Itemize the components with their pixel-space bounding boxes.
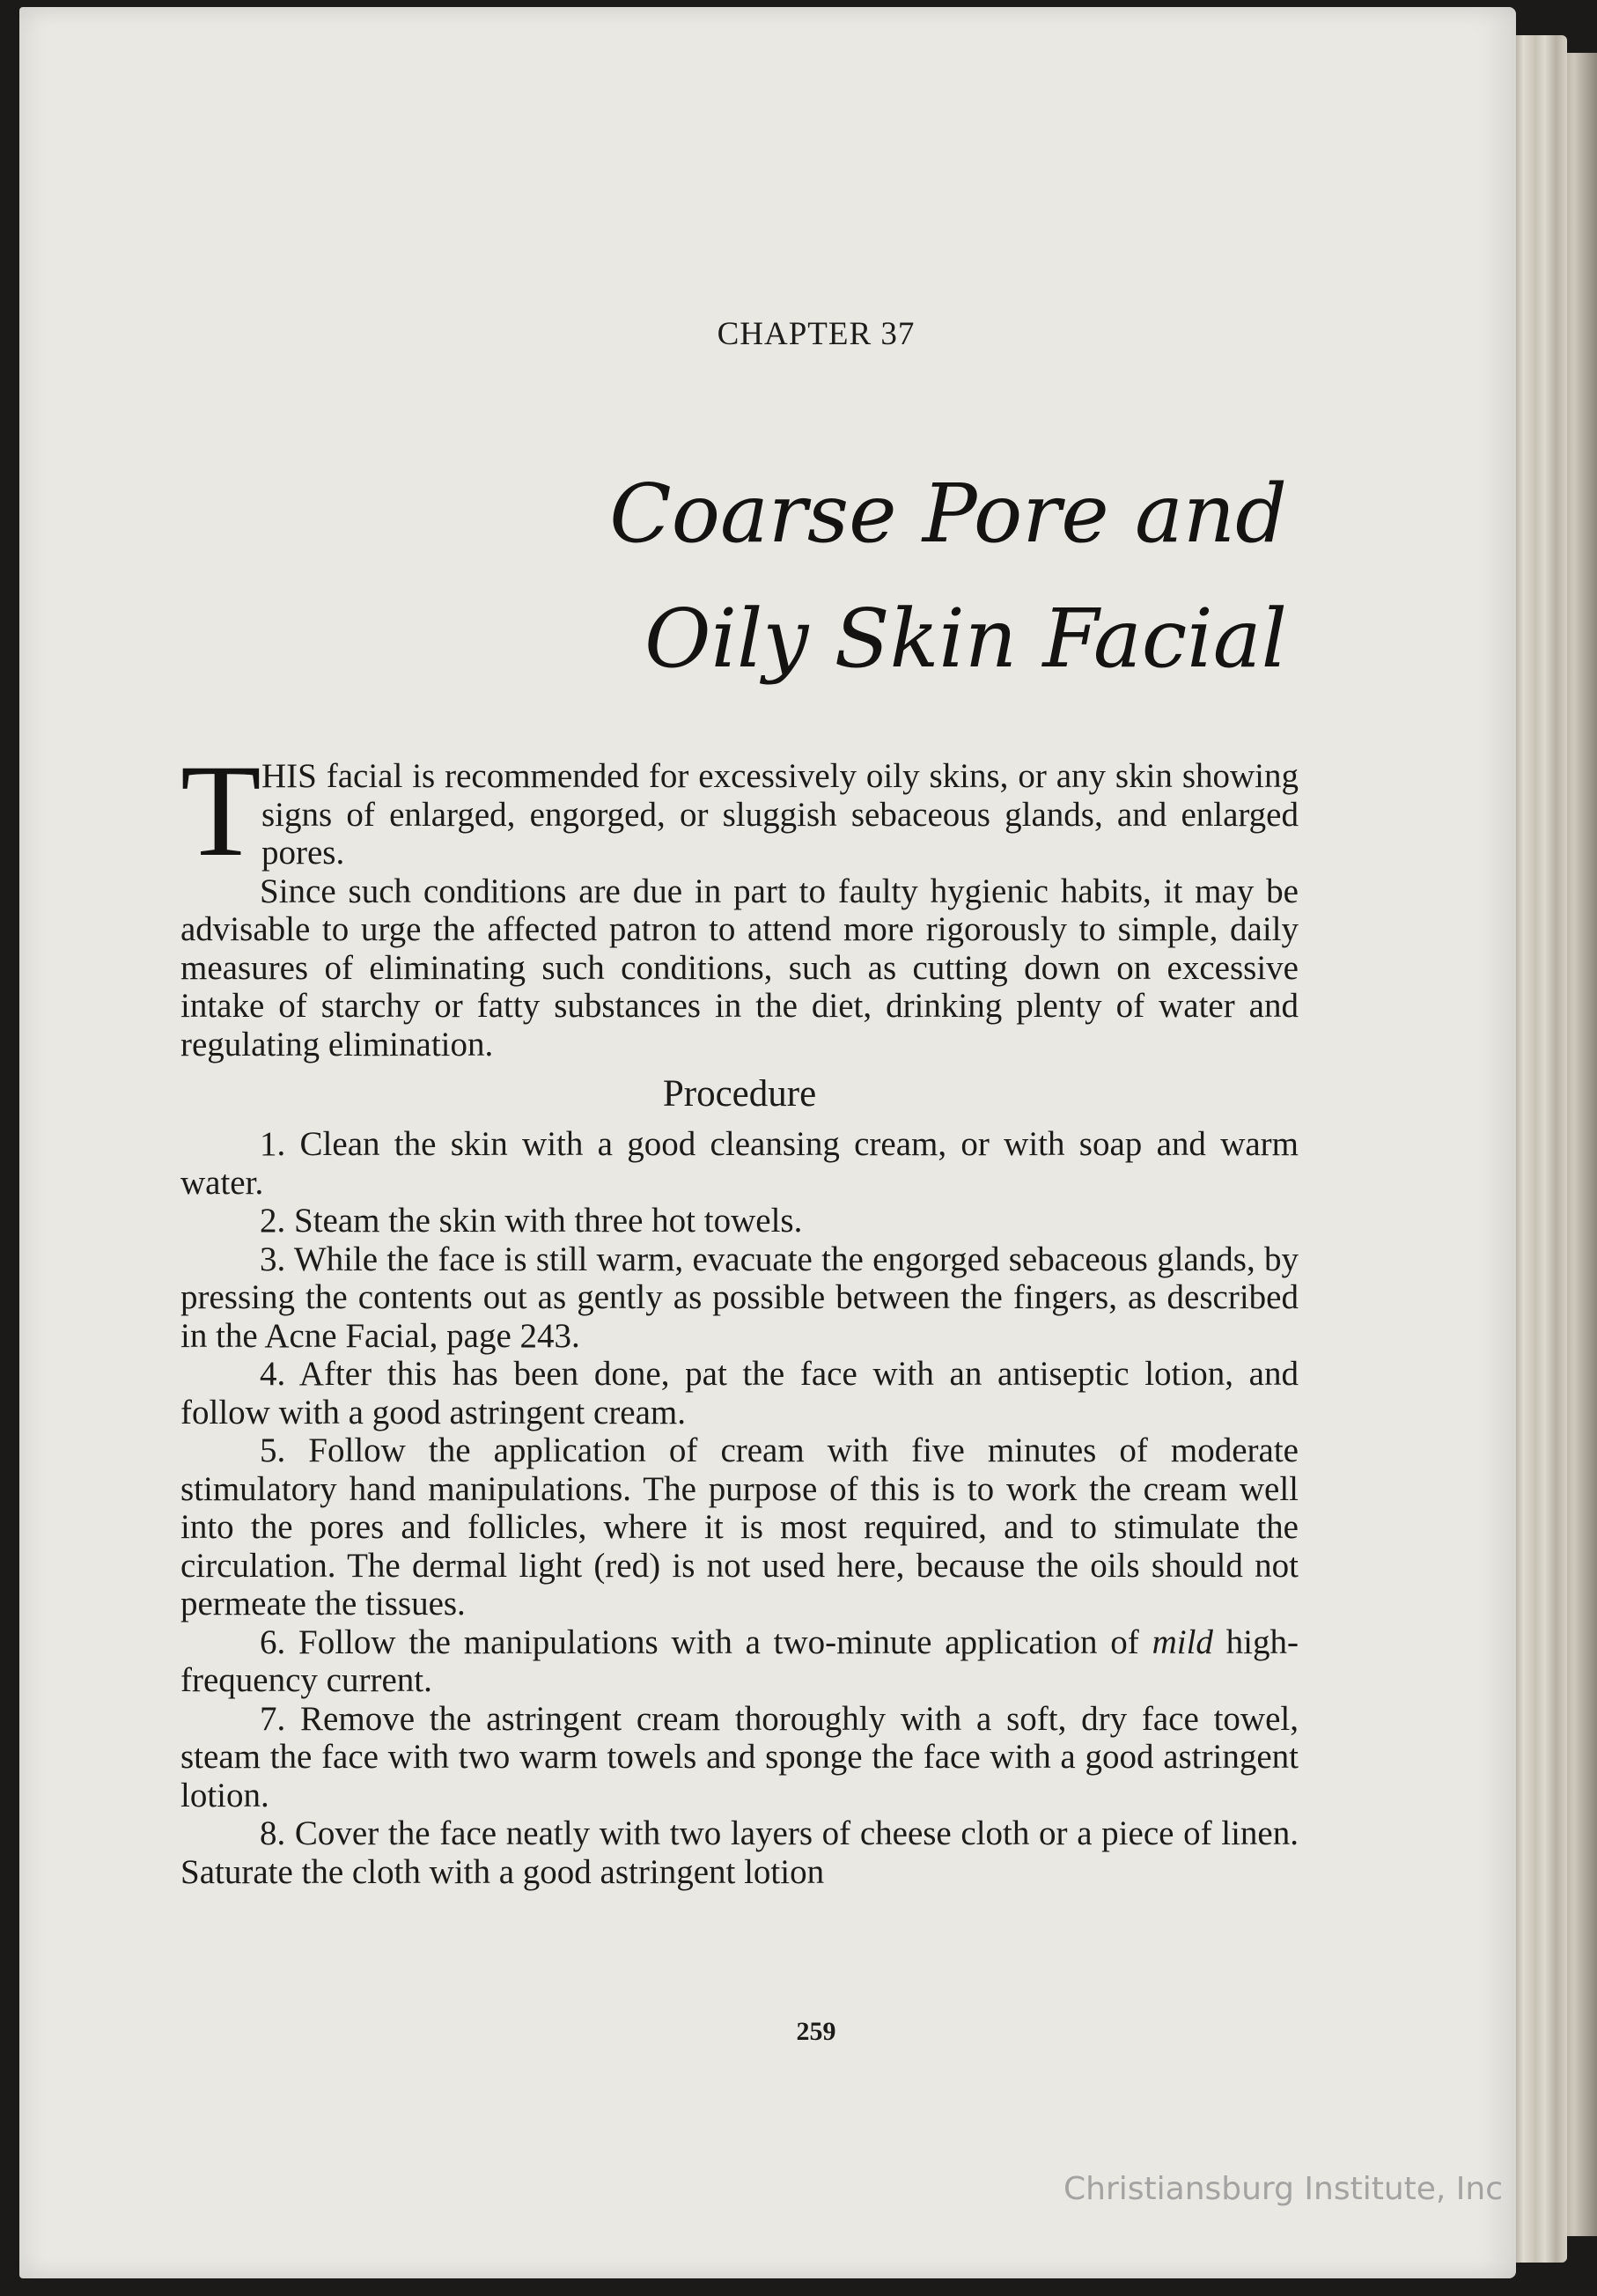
- page-number: 259: [796, 2017, 836, 2046]
- chapter-title: [407, 452, 1287, 702]
- book-page: [19, 7, 1516, 2278]
- step-8: 8. Cover the face neatly with two layers of cheese cloth or a piece of linen. Saturate the cloth with a good astringent lotion: [180, 1814, 1299, 1891]
- chapter-label: CHAPTER 37: [717, 316, 916, 352]
- intro-text: HIS facial is recommended for excessively oily skins, or any skin showing signs of enlarged, engorged, or sluggish sebaceous glands, and enlarged pores.: [261, 757, 1299, 872]
- step-6: [180, 1623, 1299, 1700]
- step-3: 3. While the face is still warm, evacuate the engorged sebaceous glands, by pressing the contents out as gently as possible between the fingers, as described in the Acne Facial, page 243.: [180, 1240, 1299, 1355]
- body-text: [180, 738, 1299, 1891]
- step-2: 2. Steam the skin with three hot towels.: [260, 1202, 803, 1240]
- procedure-heading: Procedure: [662, 1073, 817, 1115]
- title-line-2: Oily Skin Facial: [644, 592, 1287, 686]
- title-line-1: Coarse Pore and: [609, 467, 1287, 561]
- intro-paragraph: [180, 738, 1299, 884]
- watermark: Christiansburg Institute, Inc: [1063, 2171, 1504, 2207]
- step-5: 5. Follow the application of cream with five minutes of moderate stimulatory hand manipulations. The purpose of this is to work the cream well into the pores and follicles, where it is most required, and to stimulate the circulation. The dermal light (red) is not used here, because the oils should not permeate the tissues.: [180, 1431, 1299, 1623]
- step-7: 7. Remove the astringent cream thoroughly with a soft, dry face towel, steam the face with two warm towels and sponge the face with a good astringent lotion.: [180, 1699, 1299, 1814]
- drop-cap: T: [180, 738, 261, 884]
- step-6-text: 6. Follow the manipulations with a two-minute application of: [260, 1623, 1152, 1661]
- paragraph-2: Since such conditions are due in part to faulty hygienic habits, it may be advisable to urge the affected patron to attend more rigorously to simple, daily measures of eliminating such conditions, such as cutting down on excessive intake of starchy or fatty substances in the diet, drinking plenty of water and regulating elimination.: [180, 872, 1299, 1063]
- step-6-emphasis: mild: [1152, 1623, 1213, 1661]
- step-6-text-end: high-frequency current.: [180, 1623, 1299, 1699]
- step-4: 4. After this has been done, pat the face with an antiseptic lotion, and follow with a good astringent cream.: [180, 1355, 1299, 1431]
- step-1: 1. Clean the skin with a good cleansing cream, or with soap and warm water.: [180, 1125, 1299, 1202]
